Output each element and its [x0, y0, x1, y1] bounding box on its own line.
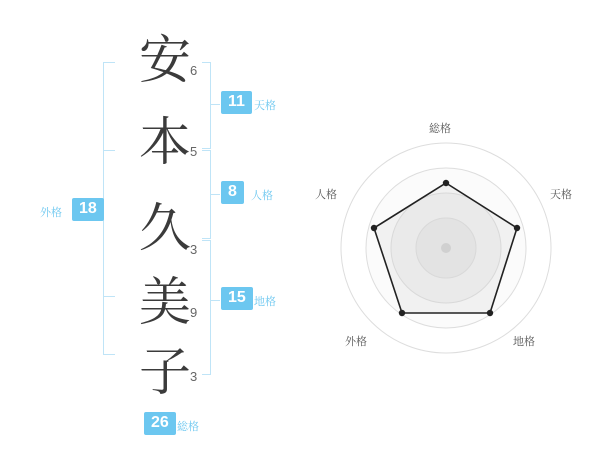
tenkaku-bracket-vertical	[210, 62, 211, 148]
soukaku-chip-label: 総格	[177, 421, 199, 433]
kanji-char-4: 美	[138, 275, 191, 332]
stroke-count-2: 5	[190, 144, 198, 159]
radar-chart-svg	[318, 0, 600, 470]
jinkaku-chip-value: 8	[221, 181, 244, 204]
radar-label-soukaku: 総格	[429, 123, 451, 135]
tenkaku-bracket-arm	[210, 104, 220, 105]
kanji-char-5: 子	[138, 345, 191, 402]
jinkaku-bracket-bottom	[202, 238, 211, 239]
radar-label-jinkaku: 人格	[315, 189, 337, 201]
tenkaku-chip-value: 11	[221, 91, 252, 114]
radar-point-soukaku	[443, 180, 449, 186]
kanji-char-1: 安	[138, 33, 191, 90]
tenkaku-bracket-top	[202, 62, 211, 63]
kanji-char-2: 本	[138, 115, 191, 172]
jinkaku-bracket-arm	[210, 194, 220, 195]
radar-point-jinkaku	[371, 225, 377, 231]
jinkaku-bracket-top	[202, 150, 211, 151]
outer-bracket-bottom	[103, 354, 115, 355]
stroke-count-3: 3	[190, 242, 198, 257]
chikaku-bracket-bottom	[202, 374, 211, 375]
soukaku-chip-value: 26	[144, 412, 176, 435]
outer-chip-label: 外格	[40, 207, 62, 219]
chikaku-chip-label: 地格	[254, 296, 276, 308]
radar-chart-panel	[315, 0, 600, 470]
outer-bracket-mid-lower	[103, 296, 115, 297]
stroke-count-1: 6	[190, 63, 198, 78]
radar-point-gaikaku	[399, 310, 405, 316]
stroke-count-5: 3	[190, 369, 198, 384]
outer-bracket-top	[103, 62, 115, 63]
outer-chip-value: 18	[72, 198, 104, 221]
jinkaku-chip-label: 人格	[251, 190, 273, 202]
radar-point-chikaku	[487, 310, 493, 316]
chikaku-bracket-arm	[210, 300, 220, 301]
radar-label-chikaku: 地格	[513, 336, 535, 348]
outer-bracket-mid-upper	[103, 150, 115, 151]
tenkaku-bracket-bottom	[202, 148, 211, 149]
radar-point-tenkaku	[514, 225, 520, 231]
stroke-count-4: 9	[190, 305, 198, 320]
chikaku-bracket-top	[202, 240, 211, 241]
radar-label-tenkaku: 天格	[550, 189, 572, 201]
kanji-char-3: 久	[138, 201, 191, 258]
radar-label-gaikaku: 外格	[345, 336, 367, 348]
tenkaku-chip-label: 天格	[254, 100, 276, 112]
chikaku-bracket-vertical	[210, 240, 211, 374]
chikaku-chip-value: 15	[221, 287, 253, 310]
